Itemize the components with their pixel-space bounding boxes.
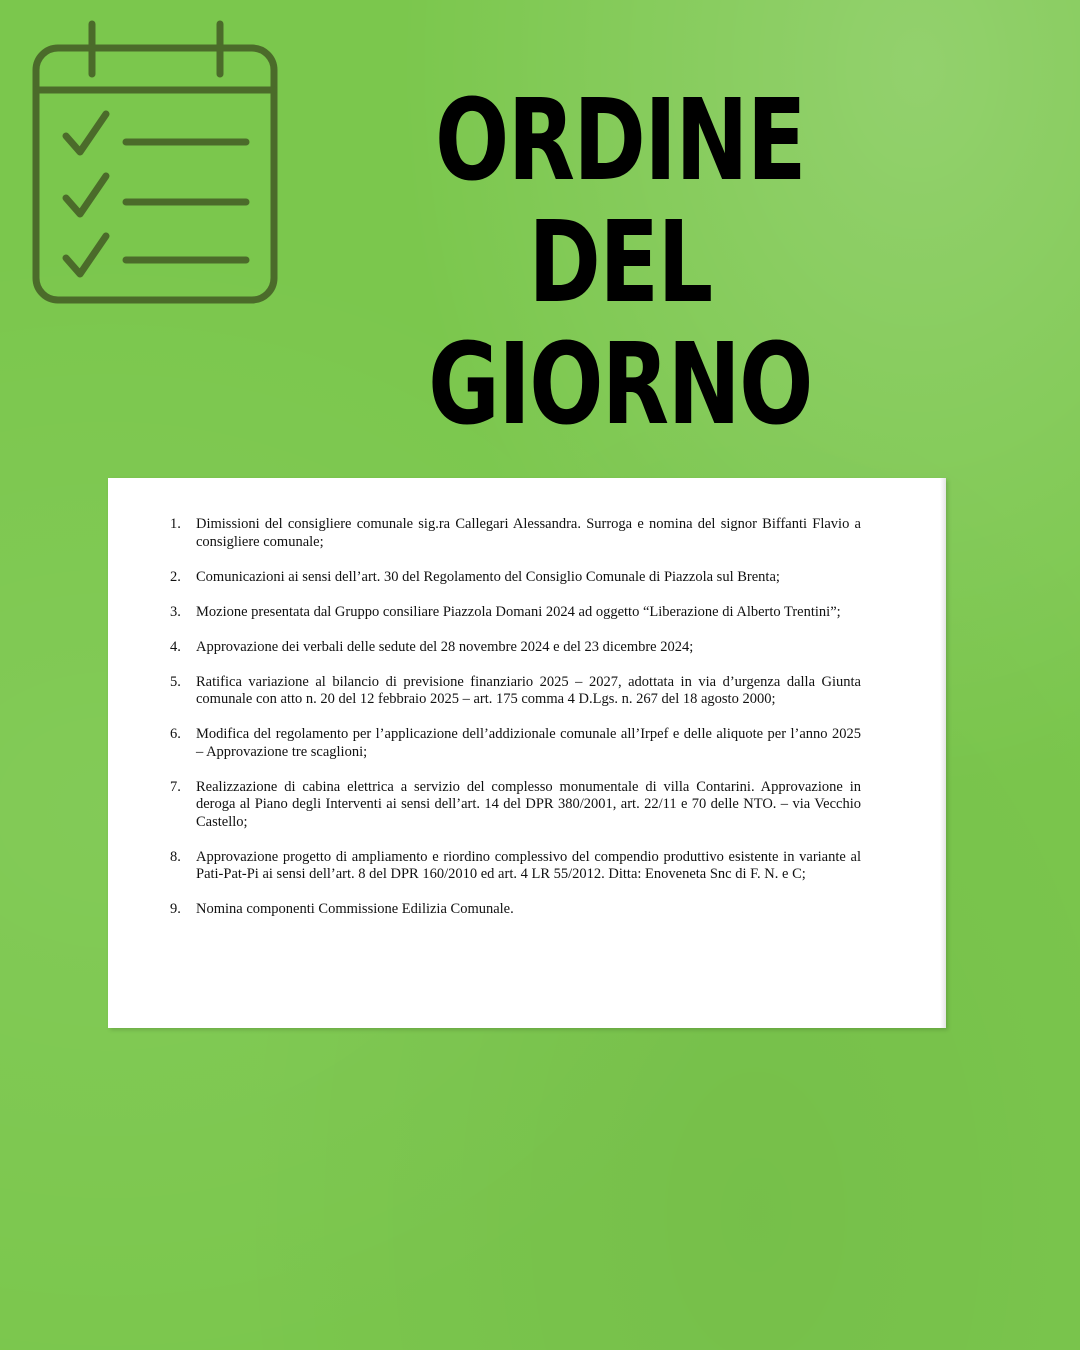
- agenda-item-text: Approvazione progetto di ampliamento e riordino complessivo del compendio produttivo esistente in variante al Pati-Pat-Pi ai sensi dell’art. 8 del DPR 160/2010 ed art. 4 LR 55/2012. Ditta: Enoveneta Snc di F. N. e C;: [196, 848, 861, 882]
- agenda-item-text: Realizzazione di cabina elettrica a servizio del complesso monumentale di villa Contarini. Approvazione in deroga al Piano degli Interventi ai sensi dell’art. 14 del DPR 380/2001, art. 22/11 e 70 delle NTO. – via Vecchio Castello;: [196, 778, 861, 830]
- agenda-item-text: Modifica del regolamento per l’applicazione dell’addizionale comunale all’Irpef e delle aliquote per l’anno 2025 – Approvazione tre scaglioni;: [196, 726, 861, 760]
- agenda-item: [170, 674, 861, 709]
- agenda-item-text: Dimissioni del consigliere comunale sig.ra Callegari Alessandra. Surroga e nomina del signor Biffanti Flavio a consigliere comunale;: [196, 516, 861, 550]
- agenda-item-text: Comunicazioni ai sensi dell’art. 30 del Regolamento del Consiglio Comunale di Piazzola sul Brenta;: [196, 568, 780, 585]
- agenda-item: [170, 516, 861, 551]
- agenda-item: [170, 639, 861, 657]
- agenda-item-text: Mozione presentata dal Gruppo consiliare Piazzola Domani 2024 ad oggetto “Liberazione di Alberto Trentini”;: [196, 603, 841, 620]
- agenda-item-number: 7.: [170, 778, 181, 795]
- agenda-item-text: Nomina componenti Commissione Edilizia Comunale.: [196, 901, 514, 917]
- calendar-checklist-icon: [30, 18, 286, 310]
- agenda-item-number: 1.: [170, 516, 181, 532]
- page-title: [386, 76, 854, 450]
- agenda-item-number: 6.: [170, 726, 181, 742]
- agenda-document: [108, 478, 946, 1028]
- agenda-item: [170, 849, 861, 884]
- agenda-item-text: Approvazione dei verbali delle sedute del 28 novembre 2024 e del 23 dicembre 2024;: [196, 638, 694, 655]
- agenda-list: [170, 516, 861, 919]
- agenda-item-number: 2.: [170, 568, 181, 585]
- agenda-item-number: 9.: [170, 901, 181, 917]
- agenda-item: [170, 569, 861, 587]
- agenda-item-number: 8.: [170, 848, 181, 865]
- agenda-item-number: 3.: [170, 603, 181, 620]
- agenda-item: [170, 726, 861, 761]
- title-line-2: GIORNO: [428, 320, 812, 450]
- title-line-1: ORDINE DEL: [435, 76, 805, 328]
- agenda-item-number: 4.: [170, 638, 181, 655]
- agenda-item: [170, 901, 861, 919]
- agenda-item: [170, 604, 861, 622]
- agenda-item: [170, 779, 861, 832]
- agenda-item-text: Ratifica variazione al bilancio di previsione finanziario 2025 – 2027, adottata in via d’urgenza dalla Giunta comunale con atto n. 20 del 12 febbraio 2025 – art. 175 comma 4 D.Lgs. n. 267 del 18 agosto 2000;: [196, 673, 861, 707]
- agenda-item-number: 5.: [170, 673, 181, 690]
